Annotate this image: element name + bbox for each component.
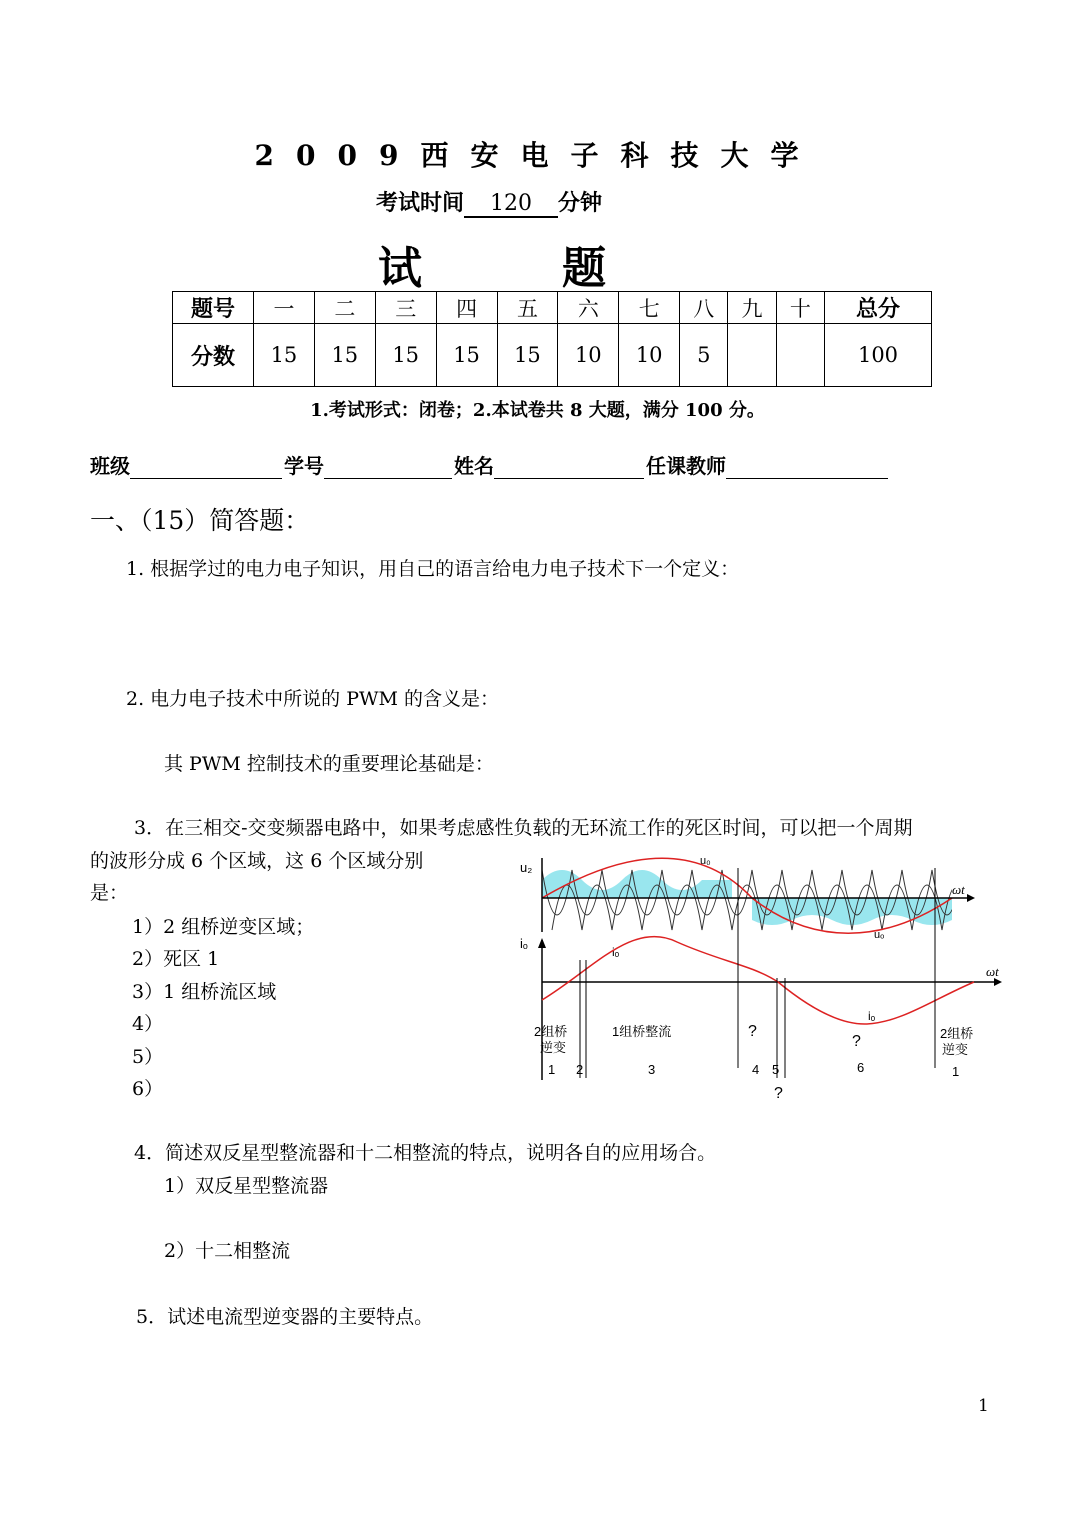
q3-item: 1）2 组桥逆变区域； [132, 916, 315, 938]
question-mark: ? [774, 1085, 783, 1102]
class-label: 班级 [90, 454, 130, 478]
question-4: 4．简述双反星型整流器和十二相整流的特点，说明各自的应用场合。 [134, 1142, 717, 1164]
region-right-label-2: 逆变 [942, 1042, 969, 1057]
question-3-line3: 是： [90, 882, 129, 904]
score-table [172, 291, 932, 387]
region-left-label-2: 逆变 [540, 1040, 567, 1055]
section-heading: 一、（15）简答题： [90, 506, 310, 535]
io-axis-label: iₒ [520, 936, 528, 951]
question-3-line1: 3．在三相交-交变频器电路中，如果考虑感性负载的无环流工作的死区时间，可以把一个周期 [134, 817, 913, 839]
region-right-label: 2组桥 [940, 1026, 974, 1041]
q3-item: 3）1 组桥流区域 [132, 981, 277, 1003]
io-curve-label: iₒ [612, 945, 620, 959]
score-header-cell: 五 [497, 292, 558, 324]
question-4-item-1: 1）双反星型整流器 [164, 1175, 329, 1197]
region-mid-label: 1组桥整流 [612, 1024, 672, 1039]
score-value-row [173, 324, 932, 387]
io-axis-arrow [538, 938, 546, 948]
score-header-cell: 一 [254, 292, 315, 324]
teacher-label: 任课教师 [646, 454, 726, 478]
question-2b: 其 PWM 控制技术的重要理论基础是： [164, 753, 494, 775]
name-field[interactable] [494, 456, 644, 479]
score-value-cell [728, 324, 776, 387]
id-field[interactable] [324, 456, 452, 479]
score-value-cell: 分数 [173, 324, 254, 387]
time-value: 120 [464, 191, 558, 218]
time-prefix: 考试时间 [376, 190, 465, 216]
score-header-cell: 七 [619, 292, 680, 324]
score-value-cell: 10 [619, 324, 680, 387]
student-info [90, 450, 890, 479]
region-number: 6 [857, 1060, 865, 1075]
u2-label: u₂ [520, 860, 533, 875]
score-header-cell: 八 [680, 292, 728, 324]
score-header-cell: 九 [728, 292, 776, 324]
score-value-cell: 15 [497, 324, 558, 387]
q3-item: 4） [132, 1013, 164, 1035]
upper-axis-arrow [967, 894, 975, 902]
region-left-label: 2组桥 [534, 1024, 568, 1039]
inverter-waveform-figure [512, 850, 1012, 1110]
score-value-cell: 15 [375, 324, 436, 387]
exam-title: 2009西安电子科技大学 [254, 139, 821, 172]
region-number: 4 [752, 1062, 760, 1077]
score-value-cell [776, 324, 824, 387]
question-2: 2. 电力电子技术中所说的 PWM 的含义是： [126, 688, 500, 710]
big-char-shi: 试 [378, 243, 422, 294]
question-mark: ? [852, 1033, 861, 1050]
question-1: 1. 根据学过的电力电子知识，用自己的语言给电力电子技术下一个定义： [126, 558, 740, 580]
q3-item: 6） [132, 1078, 164, 1100]
q3-item: 5） [132, 1046, 164, 1068]
name-label: 姓名 [454, 454, 494, 478]
question-3-line2: 的波形分成 6 个区域，这 6 个区域分别 [90, 850, 424, 872]
class-field[interactable] [130, 456, 282, 479]
region-number: 5 [772, 1062, 780, 1077]
score-value-cell: 5 [680, 324, 728, 387]
region-number: 1 [548, 1062, 556, 1077]
q3-item: 2）死区 1 [132, 948, 220, 970]
big-char-ti: 题 [562, 243, 606, 294]
question-5: 5．试述电流型逆变器的主要特点。 [136, 1306, 434, 1328]
io-low-label: iₒ [868, 1009, 876, 1023]
question-4-item-2: 2）十二相整流 [164, 1240, 291, 1262]
score-value-cell: 10 [558, 324, 619, 387]
wt-label-upper: ωt [952, 882, 965, 897]
id-label: 学号 [284, 454, 324, 478]
time-suffix: 分钟 [558, 190, 603, 216]
score-header-cell: 三 [375, 292, 436, 324]
uo-label: u₀ [700, 855, 711, 867]
score-value-cell: 15 [436, 324, 497, 387]
question-mark: ? [748, 1023, 757, 1040]
score-header-cell: 题号 [173, 292, 254, 324]
region-number: 1 [952, 1064, 960, 1079]
score-value-cell: 15 [314, 324, 375, 387]
wt-label-lower: ωt [986, 964, 999, 979]
score-header-row [173, 292, 932, 324]
score-header-cell: 总分 [825, 292, 932, 324]
exam-time [376, 186, 602, 218]
region-number: 2 [576, 1062, 584, 1077]
score-header-cell: 四 [436, 292, 497, 324]
exam-note: 1.考试形式：闭卷；2.本试卷共 8 大题，满分 100 分。 [310, 400, 765, 421]
lower-axis-arrow [994, 978, 1002, 986]
teacher-field[interactable] [726, 456, 888, 479]
region-number: 3 [648, 1062, 656, 1077]
io-curve [542, 937, 974, 1024]
page-number: 1 [978, 1396, 989, 1416]
score-value-cell: 15 [254, 324, 315, 387]
score-value-cell: 100 [825, 324, 932, 387]
score-header-cell: 十 [776, 292, 824, 324]
score-header-cell: 二 [314, 292, 375, 324]
uo-low-label: uₒ [874, 929, 885, 941]
score-header-cell: 六 [558, 292, 619, 324]
